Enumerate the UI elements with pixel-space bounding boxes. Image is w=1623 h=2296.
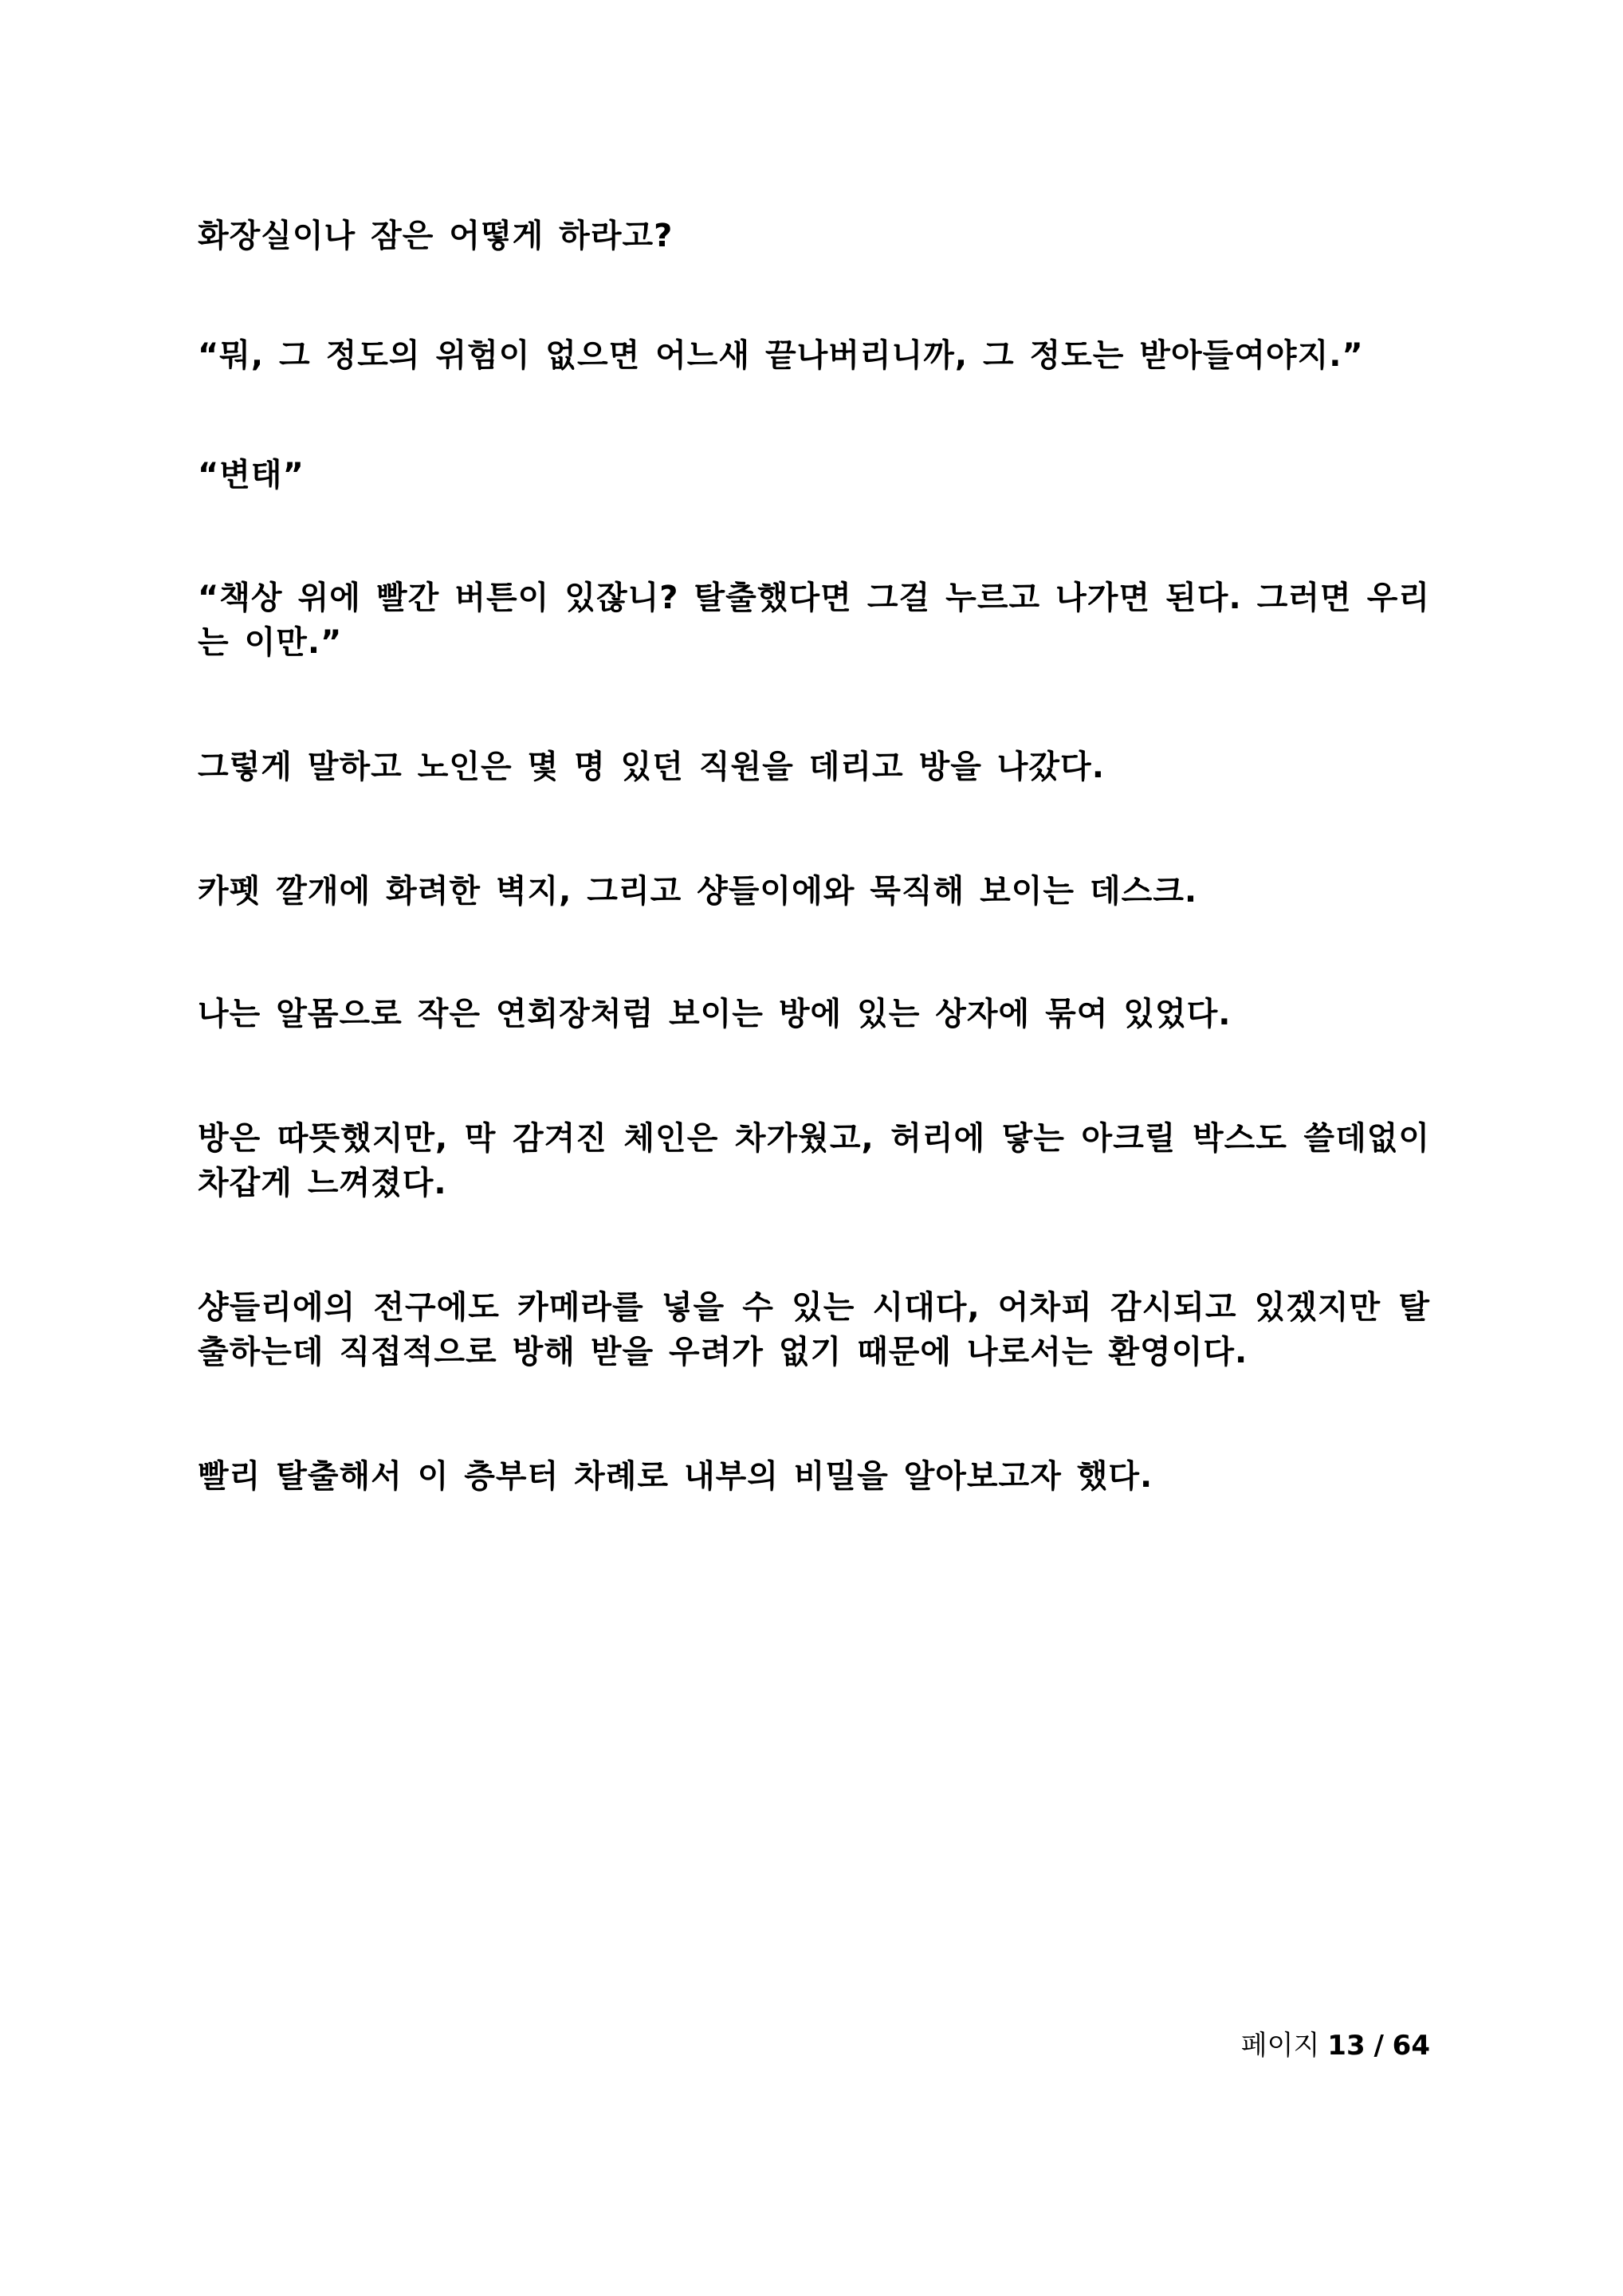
paragraph: 카펫 깔개에 화려한 벽지, 그리고 샹들이에와 묵직해 보이는 데스크. xyxy=(198,873,1198,910)
paragraph: 나는 알몸으로 작은 연회장처럼 보이는 방에 있는 상자에 묶여 있었다. xyxy=(198,996,1232,1032)
paragraph: 빨리 탈출해서 이 층부터 차례로 내부의 비밀을 알아보고자 했다. xyxy=(198,1458,1153,1495)
paragraph: 화장실이나 잠은 어떻게 하라고? xyxy=(198,218,674,254)
page-number-footer xyxy=(1241,2023,1430,2062)
total-page-count: 64 xyxy=(1392,2030,1430,2062)
page-separator: / xyxy=(1373,2030,1384,2062)
paragraph: 그렇게 말하고 노인은 몇 명 있던 직원을 데리고 방을 나갔다. xyxy=(198,749,1105,785)
paragraph: “책상 위에 빨간 버튼이 있잖니? 탈출했다면 그걸 누르고 나가면 된다. 그러면 우리는 이만.” xyxy=(198,580,1430,661)
paragraph: “변태” xyxy=(198,457,305,493)
paragraph: 샹들리에의 전구에도 카메라를 넣을 수 있는 시대다, 어차피 감시되고 있겠지만 탈출하는데 직접적으로 방해 받을 우려가 없기 때문에 나로서는 환영이다. xyxy=(198,1289,1430,1370)
paragraph: 방은 따뜻했지만, 막 감겨진 체인은 차가웠고, 허리에 닿는 아크릴 박스도 쓸데없이 차갑게 느껴졌다. xyxy=(198,1120,1430,1201)
current-page-number: 13 xyxy=(1327,2030,1366,2062)
page-body xyxy=(198,214,1430,1499)
paragraph: “뭐, 그 정도의 위험이 없으면 어느새 끝나버리니까, 그 정도는 받아들여야지.” xyxy=(198,337,1364,374)
page-label: 페이지 xyxy=(1240,2030,1320,2062)
